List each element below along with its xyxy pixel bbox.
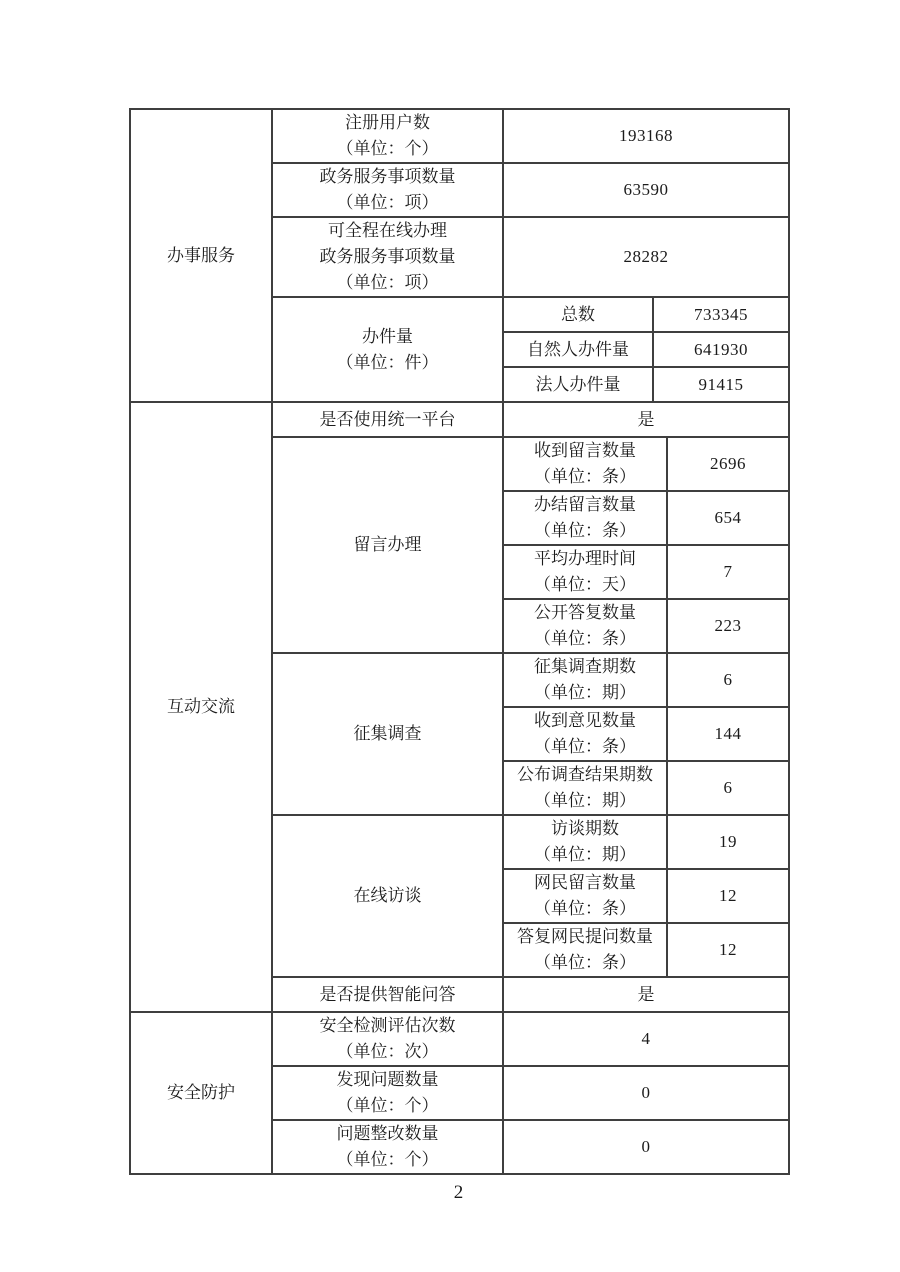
sub-unit-line: （单位：条） xyxy=(534,521,636,540)
sub-label xyxy=(503,491,667,545)
row-label-line: 问题整改数量 xyxy=(336,1124,439,1143)
sub-label-line: 征集调查期数 xyxy=(534,657,636,676)
group-label-survey: 征集调查 xyxy=(272,653,503,815)
group-label-volume xyxy=(272,297,503,402)
sub-value: 6 xyxy=(667,761,789,815)
sub-value: 641930 xyxy=(653,332,789,367)
row-value: 193168 xyxy=(503,109,789,163)
sub-label xyxy=(503,923,667,977)
sub-value: 223 xyxy=(667,599,789,653)
sub-unit-line: （单位：条） xyxy=(534,629,636,648)
sub-label-line: 公布调查结果期数 xyxy=(517,765,653,784)
row-unit-line: （单位：个） xyxy=(336,1150,439,1169)
section-title-interaction: 互动交流 xyxy=(130,402,272,1012)
row-label xyxy=(272,1012,503,1066)
row-unit-line: （单位：次） xyxy=(336,1042,439,1061)
row-value: 63590 xyxy=(503,163,789,217)
row-value: 4 xyxy=(503,1012,789,1066)
sub-value: 144 xyxy=(667,707,789,761)
row-label xyxy=(272,1066,503,1120)
row-label-line: 发现问题数量 xyxy=(336,1070,439,1089)
sub-unit-line: （单位：期） xyxy=(534,683,636,702)
row-unit-line: （单位：个） xyxy=(336,139,439,158)
sub-label-line: 网民留言数量 xyxy=(534,873,636,892)
page-number: 2 xyxy=(453,1182,464,1203)
sub-label-line: 收到意见数量 xyxy=(534,711,636,730)
row-label: 是否提供智能问答 xyxy=(272,977,503,1012)
sub-label-line: 访谈期数 xyxy=(551,819,619,838)
sub-label-line: 办结留言数量 xyxy=(534,495,636,514)
sub-value: 6 xyxy=(667,653,789,707)
group-label-message: 留言办理 xyxy=(272,437,503,653)
sub-value: 7 xyxy=(667,545,789,599)
sub-value: 2696 xyxy=(667,437,789,491)
sub-unit-line: （单位：期） xyxy=(534,845,636,864)
row-unit-line: （单位：项） xyxy=(336,193,439,212)
row-label xyxy=(272,109,503,163)
row-label-line: 政务服务事项数量 xyxy=(319,247,456,266)
sub-unit-line: （单位：条） xyxy=(534,737,636,756)
sub-label xyxy=(503,869,667,923)
sub-label xyxy=(503,761,667,815)
sub-label xyxy=(503,599,667,653)
row-label: 是否使用统一平台 xyxy=(272,402,503,437)
sub-label xyxy=(503,545,667,599)
row-value: 是 xyxy=(503,402,789,437)
sub-label xyxy=(503,707,667,761)
row-label xyxy=(272,1120,503,1174)
group-label-interview: 在线访谈 xyxy=(272,815,503,977)
row-value: 是 xyxy=(503,977,789,1012)
sub-label-line: 公开答复数量 xyxy=(534,603,636,622)
sub-label: 法人办件量 xyxy=(503,367,653,402)
sub-value: 12 xyxy=(667,923,789,977)
row-unit-line: （单位：项） xyxy=(336,273,439,292)
row-label xyxy=(272,217,503,297)
sub-value: 733345 xyxy=(653,297,789,332)
sub-label-line: 答复网民提问数量 xyxy=(517,927,653,946)
sub-label: 自然人办件量 xyxy=(503,332,653,367)
sub-value: 19 xyxy=(667,815,789,869)
sub-unit-line: （单位：条） xyxy=(534,899,636,918)
row-unit-line: （单位：个） xyxy=(336,1096,439,1115)
sub-label xyxy=(503,437,667,491)
sub-label xyxy=(503,815,667,869)
sub-value: 91415 xyxy=(653,367,789,402)
section-title-security: 安全防护 xyxy=(130,1012,272,1174)
sub-unit-line: （单位：期） xyxy=(534,791,636,810)
row-value: 28282 xyxy=(503,217,789,297)
sub-label-line: 平均办理时间 xyxy=(534,549,636,568)
sub-label: 总数 xyxy=(503,297,653,332)
section-title-service: 办事服务 xyxy=(130,109,272,402)
sub-label xyxy=(503,653,667,707)
row-label-line: 安全检测评估次数 xyxy=(319,1016,456,1035)
group-unit-line: （单位：件） xyxy=(336,352,439,372)
report-table xyxy=(129,108,790,1175)
row-value: 0 xyxy=(503,1120,789,1174)
row-label-line: 政务服务事项数量 xyxy=(319,167,456,186)
sub-unit-line: （单位：条） xyxy=(534,953,636,972)
row-label-line: 注册用户数 xyxy=(345,113,430,132)
group-label-line: 办件量 xyxy=(362,326,413,346)
sub-label-line: 收到留言数量 xyxy=(534,441,636,460)
row-label xyxy=(272,163,503,217)
row-label-line: 可全程在线办理 xyxy=(328,221,447,240)
sub-unit-line: （单位：天） xyxy=(534,575,636,594)
sub-value: 654 xyxy=(667,491,789,545)
sub-unit-line: （单位：条） xyxy=(534,467,636,486)
sub-value: 12 xyxy=(667,869,789,923)
row-value: 0 xyxy=(503,1066,789,1120)
